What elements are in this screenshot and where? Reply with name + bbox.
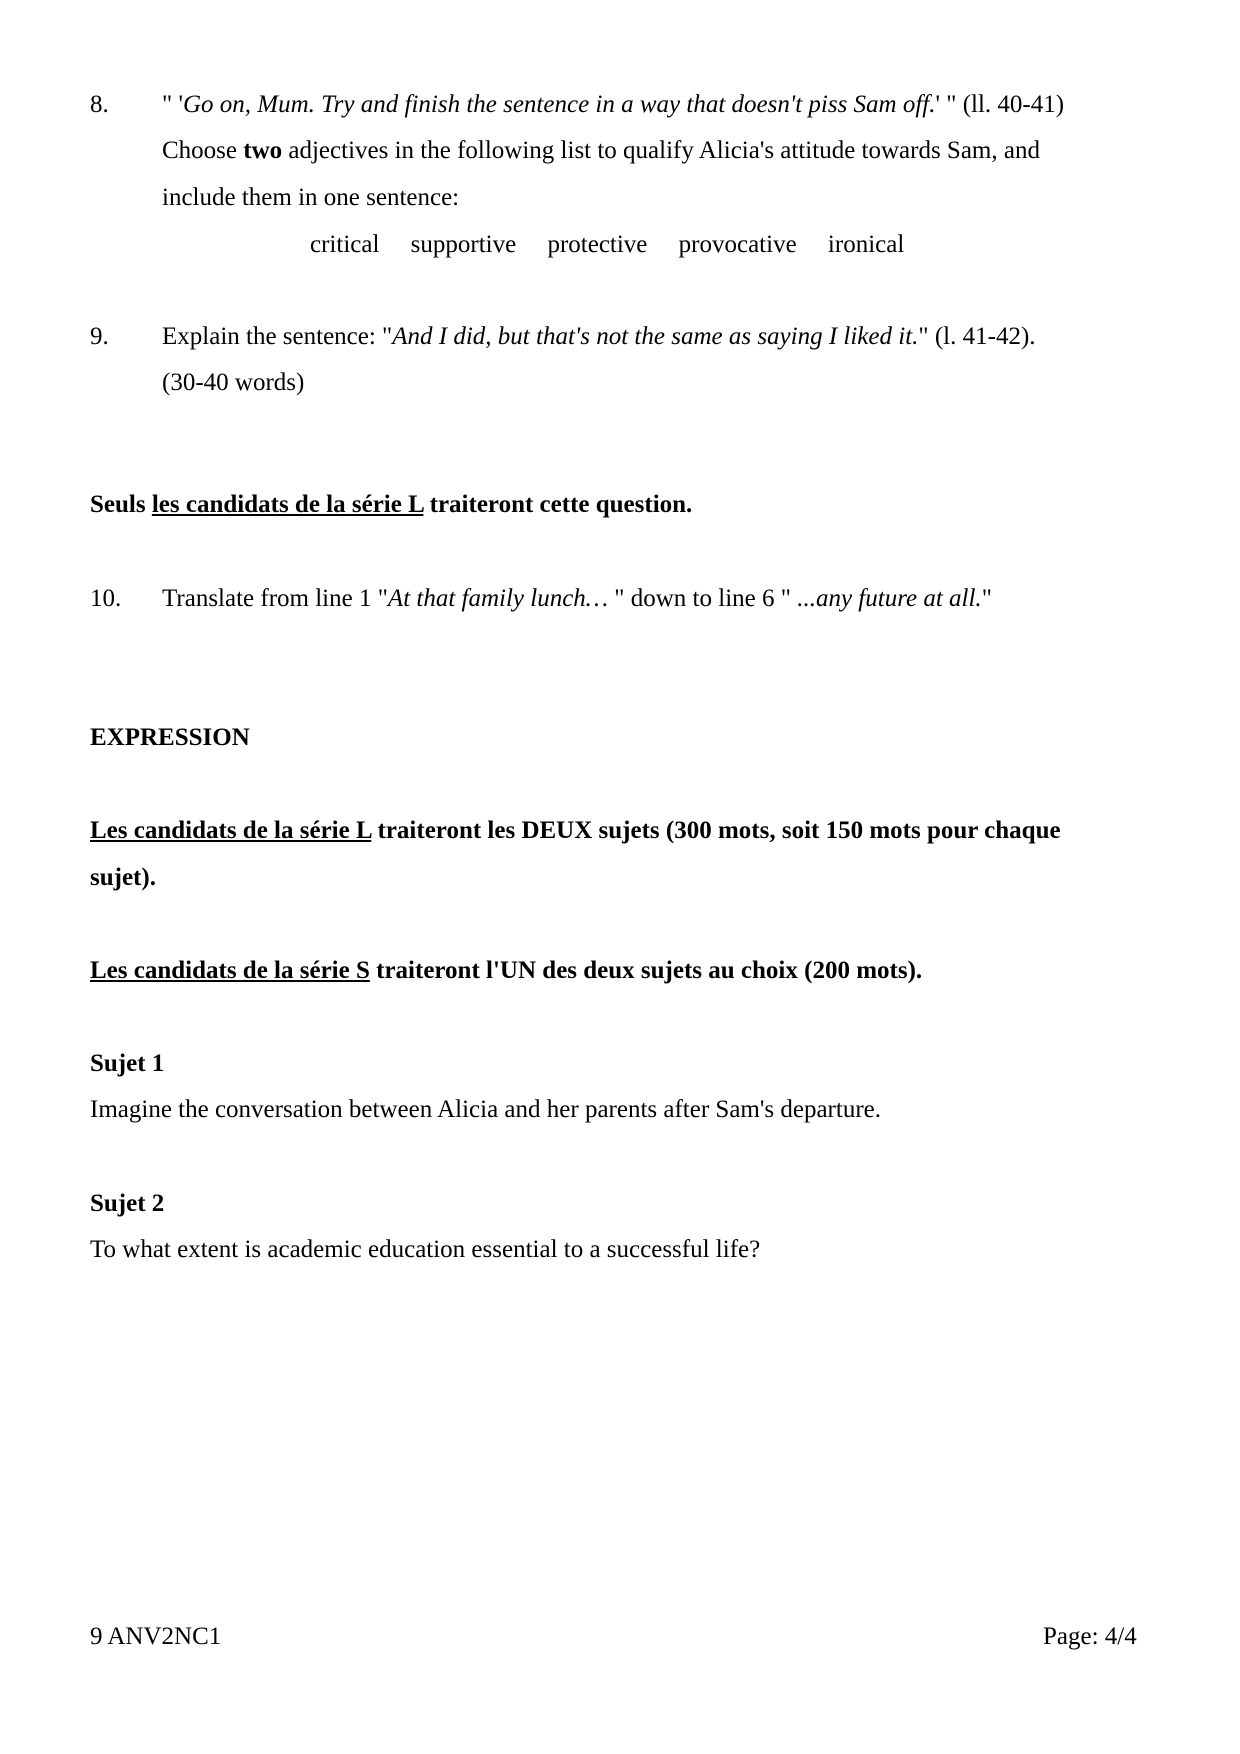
question-8-line-3: include them in one sentence:: [162, 184, 460, 211]
series-l-instruction-line-1: [90, 816, 1061, 846]
adjective-protective: protective: [547, 231, 648, 258]
footer-code: 9 ANV2NC1: [90, 1623, 222, 1650]
q8-line2-bold: two: [243, 137, 283, 164]
question-9-number: 9.: [90, 323, 109, 350]
series-l-note-underlined: les candidats de la série L: [151, 491, 424, 518]
series-l-instruction-line-2: sujet).: [90, 864, 156, 891]
q10-pre: Translate from line 1 ": [162, 585, 388, 612]
series-l-note: [90, 490, 692, 520]
sujet-1-text: Imagine the conversation between Alicia and her parents after Sam's departure.: [90, 1096, 881, 1123]
adjective-critical: critical: [310, 231, 380, 258]
q8-line2-pre: Choose: [162, 137, 244, 164]
question-8-line-1: [162, 90, 1064, 120]
q10-mid: " down to line 6 ": [608, 585, 798, 612]
series-s-instruction-rest: traiteront l'UN des deux sujets au choix (200 mots).: [369, 957, 923, 984]
q9-quote: And I did, but that's not the same as saying I liked it.: [392, 323, 919, 350]
q8-line2-post: adjectives in the following list to qualify Alicia's attitude towards Sam, and: [282, 137, 1040, 164]
q10-quote-1: At that family lunch…: [387, 585, 609, 612]
series-l-note-pre: Seuls: [90, 491, 152, 518]
q10-post: ": [981, 585, 992, 612]
question-8-number: 8.: [90, 91, 109, 118]
footer-page-number: Page: 4/4: [1043, 1623, 1137, 1650]
series-l-note-post: traiteront cette question.: [423, 491, 693, 518]
question-10-number: 10.: [90, 585, 122, 612]
adjective-ironical: ironical: [827, 231, 905, 258]
q9-post: " (l. 41-42).: [918, 323, 1036, 350]
q8-quote-close: ' " (ll. 40-41): [935, 91, 1065, 118]
sujet-1-title: Sujet 1: [90, 1050, 165, 1077]
series-l-instruction-rest: traiteront les DEUX sujets (300 mots, soit 150 mots pour chaque: [371, 817, 1061, 844]
question-10-text: [162, 584, 992, 614]
question-9-line-1: [162, 322, 1036, 352]
sujet-2-text: To what extent is academic education essential to a successful life?: [90, 1236, 761, 1263]
q8-quote-open: " ': [162, 91, 183, 118]
q8-quote-text: Go on, Mum. Try and finish the sentence in a way that doesn't piss Sam off.: [182, 91, 936, 118]
series-s-instruction: [90, 956, 922, 986]
question-8-line-2: [162, 136, 1040, 166]
adjective-list: [310, 230, 929, 260]
q10-quote-2: ...any future at all.: [797, 585, 982, 612]
expression-heading: EXPRESSION: [90, 724, 250, 751]
sujet-2-title: Sujet 2: [90, 1190, 165, 1217]
series-l-instruction-underlined: Les candidats de la série L: [90, 817, 372, 844]
question-9-line-2: (30-40 words): [162, 369, 305, 396]
adjective-provocative: provocative: [678, 231, 797, 258]
series-s-instruction-underlined: Les candidats de la série S: [90, 957, 370, 984]
q9-pre: Explain the sentence: ": [162, 323, 393, 350]
adjective-supportive: supportive: [410, 231, 517, 258]
